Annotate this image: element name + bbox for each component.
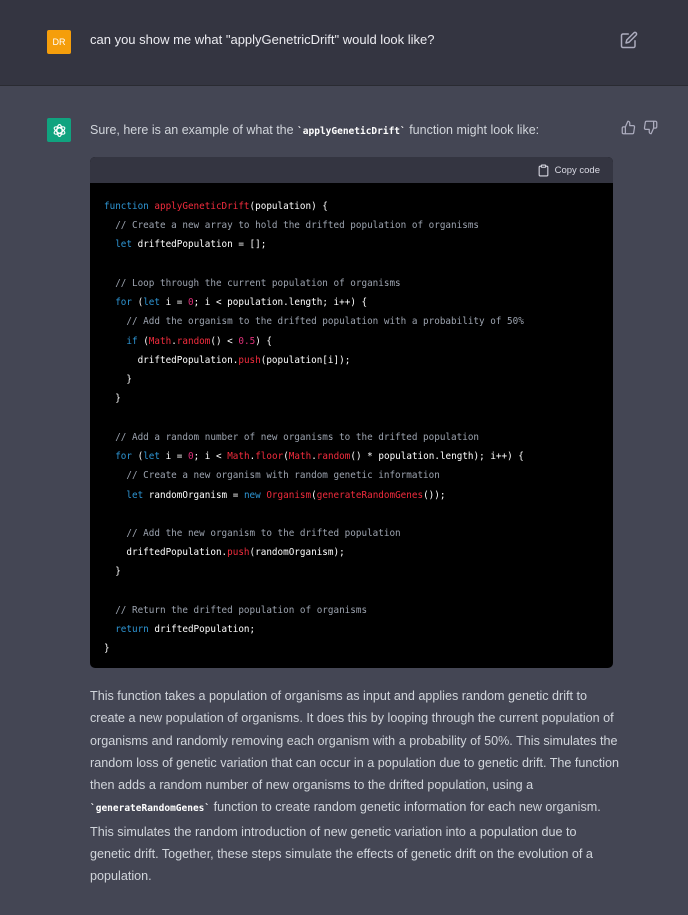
code-line [104,332,613,351]
code-line [104,601,613,620]
code-line [104,351,613,370]
code-token: for [104,297,138,309]
code-token: function [104,201,155,212]
code-token: ) { [255,335,272,347]
code-token: ( [283,451,289,463]
code-token: ; i < population.length; i++) { [193,297,368,309]
user-message-text: can you show me what "applyGenetricDrift" would look like? [90,32,435,47]
code-block-header [90,157,613,183]
code-token: if [104,335,144,347]
intro-text-part: function might look like: [405,123,540,137]
code-line [104,370,613,389]
code-token: Math [148,335,172,347]
code-line [104,582,613,601]
code-token: } [104,643,110,655]
code-line [104,197,613,216]
thumbs-up-icon [621,120,636,135]
code-token: Organism [266,489,312,501]
code-token: . [171,335,177,347]
code-line [104,543,613,562]
code-line [104,428,613,447]
code-line [104,486,613,505]
copy-code-button[interactable] [537,162,600,178]
assistant-intro-text [90,122,539,140]
openai-logo-icon [51,122,68,139]
code-token: . [311,451,317,463]
code-line [104,293,613,312]
code-token: () < [210,335,239,347]
code-line [104,409,613,428]
thumbs-down-button[interactable] [643,120,659,136]
code-token: random [316,451,351,463]
user-message-row [0,0,688,86]
code-token: Math [227,451,250,463]
code-token: // Add the organism to the drifted population with a probability of 50% [104,316,524,328]
code-token: ( [137,451,144,463]
code-token: push [238,354,261,366]
assistant-explanation-text [90,685,620,888]
code-token: return [104,624,155,636]
code-line [104,274,613,293]
code-line [104,389,613,408]
code-line [104,235,613,254]
code-token: // Create a new array to hold the drifted population of organisms [104,220,480,232]
code-token: random [176,335,211,347]
code-token: (population) { [249,201,328,212]
code-token: (population[i]); [260,354,351,366]
code-token: 0.5 [238,335,256,347]
code-token: (randomOrganism); [249,547,345,559]
code-token: randomOrganism = [148,489,244,501]
code-token: new [243,489,267,501]
code-line [104,312,613,331]
code-content [90,183,613,659]
code-line [104,639,613,658]
intro-text-part: Sure, here is an example of what the [90,123,298,137]
code-token: ( [137,297,144,309]
code-line [104,620,613,639]
code-token: let [143,297,166,309]
code-token: let [104,239,138,251]
code-token: i = [165,297,188,309]
code-token: floor [255,451,284,463]
code-token: // Loop through the current population of organisms [104,277,401,289]
explanation-inline-code: `generateRandomGenes` [90,803,211,815]
code-token: push [227,547,250,559]
code-token: for [104,451,138,463]
thumbs-up-button[interactable] [621,120,637,136]
edit-message-button[interactable] [620,31,638,49]
edit-icon [620,31,638,49]
code-token: driftedPopulation = []; [137,239,267,251]
code-token: ( [311,489,317,501]
code-token: ( [143,335,149,347]
thumbs-down-icon [643,120,658,135]
assistant-avatar [47,118,71,142]
code-token: ()); [423,489,446,501]
code-line [104,216,613,235]
code-token: 0 [187,451,194,463]
code-token: let [143,451,166,463]
code-token: ; i < [193,451,228,463]
explanation-text-part: function to create random genetic information for each new organism. This simulates the random introduction of new genetic variation into a population due to genetic drift. Together, these steps simulate the effects of genetic drift on the evolution of a population. [90,800,601,884]
code-token: driftedPopulation; [154,624,256,636]
code-token: () * population.length); i++) { [350,451,524,463]
code-token: // Add a random number of new organisms to the drifted population [104,431,480,443]
code-token: driftedPopulation. [104,354,239,366]
code-token: // Create a new organism with random genetic information [104,470,440,482]
code-line [104,505,613,524]
code-token: i = [165,451,188,463]
code-token: 0 [187,297,194,309]
code-token: } [104,374,132,386]
code-line [104,255,613,274]
code-token: Math [288,451,312,463]
code-token: generateRandomGenes [316,489,424,501]
code-token: driftedPopulation. [104,547,228,559]
clipboard-icon [537,164,550,177]
code-line [104,524,613,543]
code-token: } [104,566,121,578]
code-token: // Return the drifted population of organisms [104,604,368,616]
code-line [104,447,613,466]
copy-code-label: Copy code [554,164,600,176]
code-token: // Add the new organism to the drifted population [104,527,401,539]
intro-inline-code: `applyGeneticDrift` [297,126,406,137]
code-token: . [249,451,256,463]
code-token: } [104,393,121,405]
code-line [104,562,613,581]
code-block [90,157,613,668]
user-avatar: DR [47,30,71,54]
assistant-message-row [0,86,688,915]
explanation-text-part: This function takes a population of organisms as input and applies random genetic drift to create a new population of organisms. It does this by looping through the current population of organisms and randomly removing each organism with a probability of 50%. This simulates the random loss of genetic variation that can occur in a population due to genetic drift. The function then adds a random number of new organisms to the drifted population, using a [90,689,620,793]
code-token: let [104,489,149,501]
code-line [104,466,613,485]
code-token: applyGeneticDrift [154,201,250,212]
